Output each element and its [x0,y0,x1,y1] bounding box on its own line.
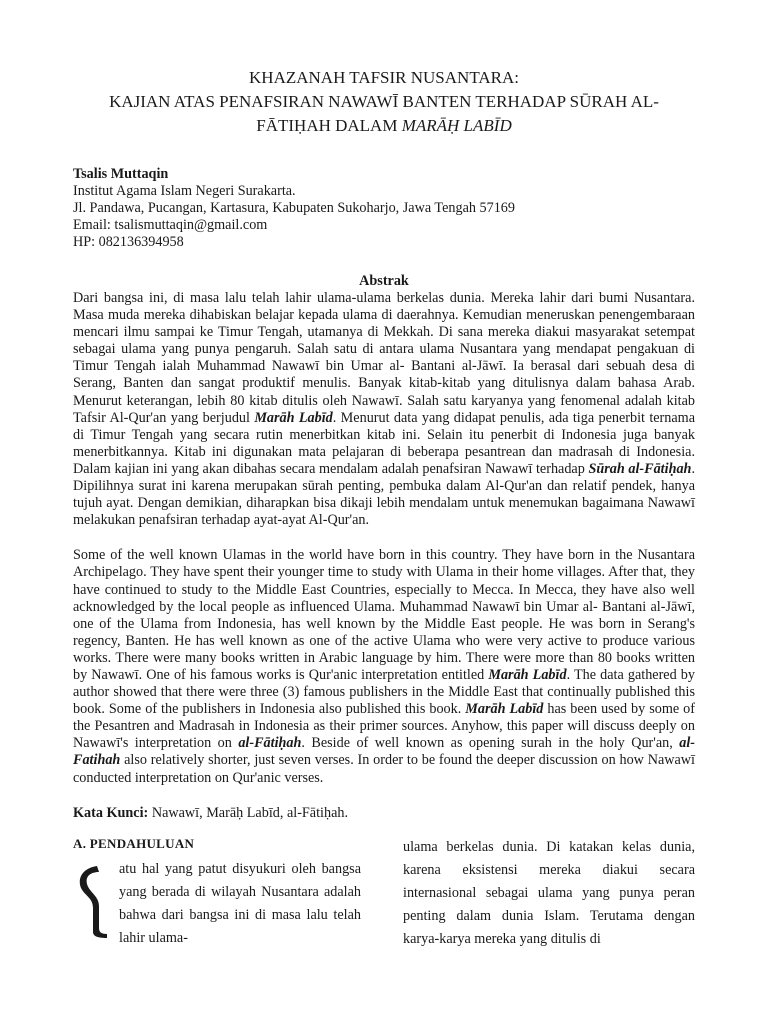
author-block [73,166,695,251]
intro-paragraph [73,858,361,950]
dropcap-letter [73,862,113,942]
abstract-en-italic-4: al-Fatihah [73,735,695,769]
title-line-3-plain: FĀTIḤAH DALAM [256,116,402,135]
abstract-en-text-2: . The data gathered by author showed that there were three (3) famous publishers in the Middle East that continually published this book. Some of the publishers in Indonesia also published this book. [73,666,695,718]
abstract-indonesian [73,290,695,529]
section-heading: A. PENDAHULUAN [73,835,195,851]
author-address: Jl. Pandawa, Pucangan, Kartasura, Kabupaten Sukoharjo, Jawa Tengah 57169 [73,200,515,216]
keywords-value: Nawawī, Marāḥ Labīd, al-Fātiḥah. [148,804,349,821]
author-institution: Institut Agama Islam Negeri Surakarta. [73,183,296,199]
abstract-en-italic-1: Marāh Labīd [488,666,567,683]
author-email: Email: tsalismuttaqin@gmail.com [73,217,268,233]
intro-text-left: atu hal yang patut disyukuri oleh bangsa yang berada di wilayah Nusantara adalah bahwa dari bangsa ini di masa lalu telah lahir ulama- [119,860,361,946]
paper-title [73,0,695,138]
title-line-3 [73,114,695,138]
body-columns [73,836,695,951]
abstract-id-text-3: . Dipilihnya surat ini karena merupakan sūrah penting, pembuka dalam Al-Qur'an dan relatif pendek, hanya tujuh ayat. Dengan demikian, diharapkan bisa dikaji lebih mendalam untuk menemukan bagaimana Nawawī melakukan penafsiran terhadap ayat-ayat Al-Qur'an. [73,460,695,529]
abstract-en-italic-2: Marāh Labīd [465,701,544,718]
left-column [73,836,361,951]
abstract-id-italic-1: Marāh Labīd [254,409,333,426]
title-line-1: KHAZANAH TAFSIR NUSANTARA: [249,68,519,87]
keywords [73,805,695,822]
author-phone: HP: 082136394958 [73,234,184,250]
author-name: Tsalis Muttaqin [73,166,169,182]
abstract-en-italic-3: al-Fātiḥah [238,735,302,752]
abstract-id-text-1: Dari bangsa ini, di masa lalu telah lahir ulama-ulama berkelas dunia. Mereka lahir dari bumi Nusantara. Masa muda mereka dihabiskan belajar kepada ulama di daerahnya. Kemudian meneruskan penengembaraan mencari ilmu sampai ke Timur Tengah, utamanya di Mekkah. Di sana mereka diakui masyarakat setempat sebagai ulama yang punya pengaruh. Salah satu di antara ulama Nusantara yang mendapat pengakuan di Timur Tengah ialah Muhammad Nawawī bin Umar al- Bantani al-Jāwī. Ia berasal dari sebuah desa di Serang, Banten dan sangat produktif menulis. Banyak kitab-kitab yang ditulisnya dalam bahasa Arab. Menurut keterangan, lebih 80 kitab ditulis oleh Nawawī. Salah satu karyanya yang fenomenal adalah kitab Tafsir Al-Qur'an yang berjudul [73,290,695,426]
abstract-id-italic-2: Sūrah al-Fātiḥah [588,460,692,477]
right-column [403,836,695,951]
abstract-en-text-1: Some of the well known Ulamas in the world have born in this country. They have born in the Nusantara Archipelago. They have spent their younger time to study with Ulama in their home villages. After that, they have continued to study to the Middle East Countries, especially to Mecca. In Mecca, they have also well acknowledged by the local people as influenced Ulama. Muhammad Nawawī bin Umar al- Bantani al-Jāwī, one of the Ulama from Indonesia, has well known by the Middle East people. He was born in Serang's regency, Banten. He has well known as one of the active Ulama who were very active to produce various works. There were many books written in Arabic language by him. There were more than 80 books written by Nawawī. One of his famous works is Qur'anic interpretation entitled [73,547,695,683]
keywords-label: Kata Kunci: [73,804,149,821]
intro-text-right: ulama berkelas dunia. Di katakan kelas dunia, karena eksistensi mereka diakui secara internasional sebagai ulama yang punya peran penting dalam dunia Islam. Terutama dengan karya-karya mereka yang ditulis di [403,838,695,947]
abstract-id-text-2: . Menurut data yang didapat penulis, ada tiga penerbit ternama di Timur Tengah yang secara rutin menerbitkan kitab ini. Selain itu penerbit di Indonesia juga banyak menerbitkannya. Kitab ini digunakan mata pelajaran di beberapa pesantrean dan madrasah di Indonesia. Dalam kajian ini yang akan dibahas secara mendalam adalah penafsiran Nawawī terhadap [73,409,696,477]
abstract-en-text-5: also relatively shorter, just seven verses. In order to be found the deeper discussion on how Nawawī conducted interpretation on Qur'anic verses. [73,752,695,786]
title-line-3-italic: MARĀḤ LABĪD [401,116,512,135]
abstract-en-text-4: . Beside of well known as opening surah in the holy Qur'an, [301,735,680,752]
abstract-english [73,547,695,786]
title-line-2: KAJIAN ATAS PENAFSIRAN NAWAWĪ BANTEN TERHADAP SŪRAH AL- [109,92,659,111]
abstract-heading: Abstrak [359,273,409,289]
abstract-en-text-3: has been used by some of the Pesantren and Madrasah in Indonesia as their primer sources. Anyhow, this paper will discuss deeply on Nawawī's interpretation on [73,701,696,752]
